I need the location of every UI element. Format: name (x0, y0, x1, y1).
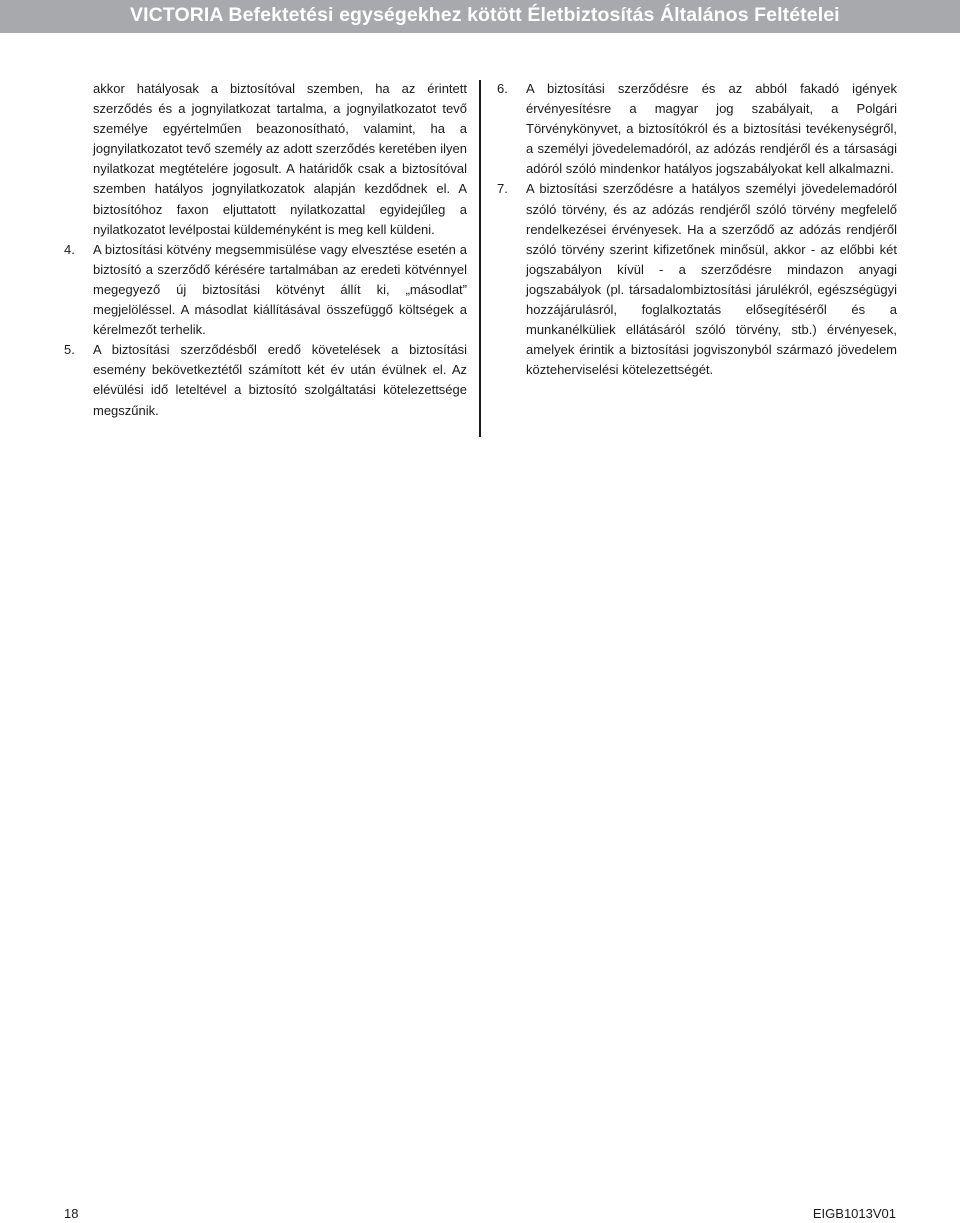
item-number: 6. (497, 81, 508, 96)
item-number: 7. (497, 181, 508, 197)
left-column (64, 79, 467, 421)
header-bar (0, 0, 960, 33)
list-item (497, 79, 897, 179)
list-item (64, 340, 467, 420)
item-text: A biztosítási szerződésből eredő követelések a biztosítási esemény bekövetkeztétől számított két év után évülnek el. Az elévülési idő leteltével a biztosító szolgáltatási kötelezettsége megszűnik. (93, 342, 467, 418)
page-number: 18 (64, 1206, 79, 1221)
list-item (64, 240, 467, 340)
document-code: EIGB1013V01 (812, 1206, 896, 1221)
item-text: A biztosítási szerződésre és az abból fakadó igények érvényesítésre a magyar jog szabályait, a Polgári Törvénykönyvet, a biztosítókról és a biztosítási tevékenységről, a személyi jövedelemadóról, az adózás rendjéről és a társasági adóról szóló mindenkor hatályos jogszabályokat kell alkalmazni. (526, 81, 897, 177)
intro-paragraph: akkor hatályosak a biztosítóval szemben, ha az érintett szerződés és a jognyilatkozat tartalma, a jognyilatkozatot tevő személye egyértelműen beazonosítható, valamint, ha a jognyilatkozatot tevő személy az adott szerződés keretében ilyen nyilatkozat megtételére jogosult. A határidők csak a biztosítóval szemben hatályos jognyilatkozatok alapján kezdődnek el. A biztosítóhoz faxon eljuttatott nyilatkozattal egyidejűleg a nyilatkozatot levélpostai küldeményként is meg kell küldeni. (93, 81, 467, 237)
list-item (497, 179, 897, 380)
item-text: A biztosítási kötvény megsemmisülése vagy elvesztése esetén a biztosító a szerződő kérésére tartalmában az eredeti kötvénnyel megegyező új biztosítási kötvényt állít ki, „másodlat” megjelöléssel. A másodlat kiállításával összefüggő költségek a kérelmezőt terhelik. (93, 241, 467, 338)
item-number: 4. (64, 241, 75, 257)
item-number: 5. (64, 342, 75, 358)
column-divider (479, 80, 481, 437)
page-title: VICTORIA Befektetési egységekhez kötött Életbiztosítás Általános Feltételei (130, 4, 840, 26)
item-text: A biztosítási szerződésre a hatályos személyi jövedelemadóról szóló törvény, és az adózás rendjéről szóló törvény megfelelő rendelkezései érvényesek. Ha a szerződő az adózás rendjéről szóló törvény szerint kifizetőnek minősül, akkor - az előbbi két jogszabályon kívül - a szerződésre mindazon anyagi jogszabályok (pl. társadalombiztosítási járulékról, egészségügyi hozzájárulásról, foglalkoztatás elősegítéséről és a munkanélküliek ellátásáról szóló törvény, stb.) érvényesek, amelyek érintik a biztosítási jogviszonyból származó jövedelem közteherviselési kötelezettségét. (526, 181, 897, 378)
right-column (497, 79, 897, 380)
